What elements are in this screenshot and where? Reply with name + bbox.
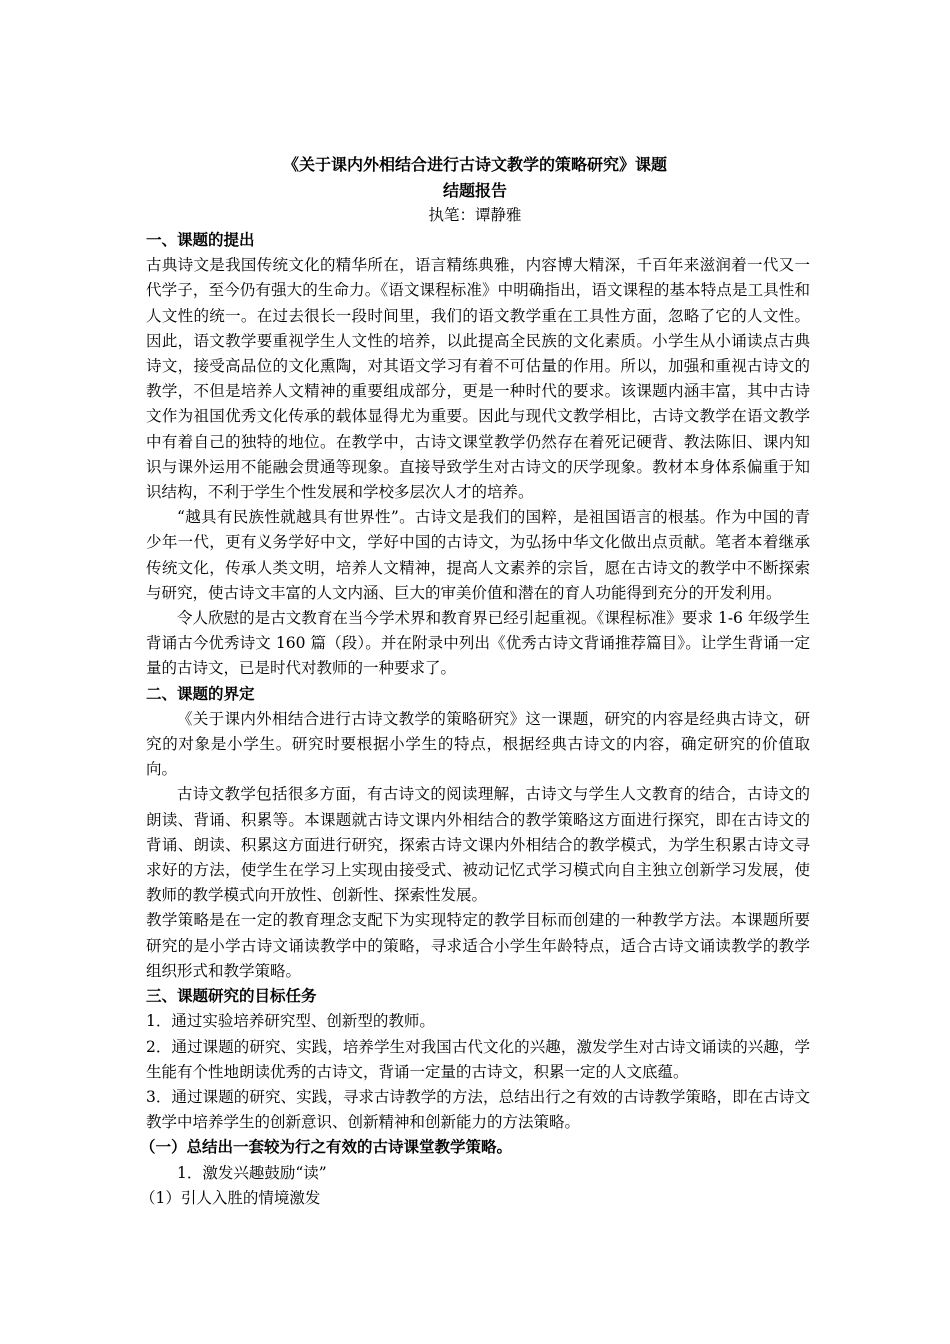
paragraph-s2-3: 教学策略是在一定的教育理念支配下为实现特定的教学目标而创建的一种教学方法。本课题所要研究的是小学古诗文诵读教学中的策略，寻求适合小学生年龄特点，适合古诗文诵读教学的教学组织形式和教学策略。 xyxy=(146,911,810,980)
paragraph-s2-2: 古诗文教学包括很多方面，有古诗文的阅读理解，古诗文与学生人文教育的结合，古诗文的朗读、背诵、积累等。本课题就古诗文课内外相结合的教学策略这方面进行探究，即在古诗文的背诵、朗读、积累这方面进行研究，探索古诗文课内外相结合的教学模式，为学生积累古诗文寻求好的方法，使学生在学习上实现由接受式、被动记忆式学习模式向自主独立创新学习发展，使教师的教学模式向开放性、创新性、探索性发展。 xyxy=(146,785,810,905)
list-item-s3-1: 1．通过实验培养研究型、创新型的教师。 xyxy=(146,1012,435,1031)
subsection-item-1: 1．激发兴趣鼓励“读” xyxy=(177,1163,327,1182)
list-item-s3-3: 3．通过课题的研究、实践，寻求古诗教学的方法，总结出行之有效的古诗教学策略，即在古诗文教学中培养学生的创新意识、创新精神和创新能力的方法策略。 xyxy=(146,1087,810,1132)
section-heading-2: 二、课题的界定 xyxy=(146,684,255,703)
section-heading-1: 一、课题的提出 xyxy=(146,231,255,249)
paragraph-s2-1: 《关于课内外相结合进行古诗文教学的策略研究》这一课题，研究的内容是经典古诗文，研究的对象是小学生。研究时要根据小学生的特点，根据经典古诗文的内容，确定研究的价值取向。 xyxy=(146,709,810,779)
document-body xyxy=(140,228,810,1211)
section-heading-3: 三、课题研究的目标任务 xyxy=(146,987,317,1006)
paragraph-s1-1: 古典诗文是我国传统文化的精华所在，语言精练典雅，内容博大精深，千百年来滋润着一代又一代学子，至今仍有强大的生命力。《语文课程标准》中明确指出，语文课程的基本特点是工具性和人文性的统一。在过去很长一段时间里，我们的语文教学重在工具性方面，忽略了它的人文性。因此，语文教学要重视学生人文性的培养，以此提高全民族的文化素质。小学生从小诵读点古典诗文，接受高品位的文化熏陶，对其语文学习有着不可估量的作用。所以，加强和重视古诗文的教学，不但是培养人文精神的重要组成部分，更是一种时代的要求。该课题内涵丰富，其中古诗文作为祖国优秀文化传承的载体显得尤为重要。因此与现代文教学相比，古诗文教学在语文教学中有着自己的独特的地位。在教学中，古诗文课堂教学仍然存在着死记硬背、教法陈旧、课内知识与课外运用不能融会贯通等现象。直接导致学生对古诗文的厌学现象。教材本身体系偏重于知识结构，不利于学生个性发展和学校多层次人才的培养。 xyxy=(146,256,810,502)
paragraph-s1-2: “越具有民族性就越具有世界性”。古诗文是我们的国粹，是祖国语言的根基。作为中国的青少年一代，更有义务学好中文，学好中国的古诗文，为弘扬中华文化做出点贡献。笔者本着继承传统文化，传承人类文明，培养人文精神，提高人文素养的宗旨，愿在古诗文的教学中不断探索与研究，使古诗文丰富的人文内涵、巨大的审美价值和潜在的育人功能得到充分的开发利用。 xyxy=(146,508,810,602)
list-item-s3-2: 2．通过课题的研究、实践，培养学生对我国古代文化的兴趣，激发学生对古诗文诵读的兴趣，学生能有个性地朗读优秀的古诗文，背诵一定量的古诗文，积累一定的人文底蕴。 xyxy=(146,1037,810,1081)
document-author: 执笔：谭静雅 xyxy=(428,206,522,224)
subsection-item-1-1: （1）引人入胜的情境激发 xyxy=(140,1188,321,1207)
document-title: 《关于课内外相结合进行古诗文教学的策略研究》课题 xyxy=(282,155,667,174)
paragraph-s1-3: 令人欣慰的是古文教育在当今学术界和教育界已经引起重视。《课程标准》要求 1-6 年级学生背诵古今优秀诗文 160 篇（段）。并在附录中列出《优秀古诗文背诵推荐篇目》。让学生背诵一定量的古诗文，已是时代对教师的一种要求了。 xyxy=(146,609,810,678)
subsection-heading-1: （一）总结出一套较为行之有效的古诗课堂教学策略。 xyxy=(140,1138,513,1157)
document-subtitle: 结题报告 xyxy=(442,181,507,200)
